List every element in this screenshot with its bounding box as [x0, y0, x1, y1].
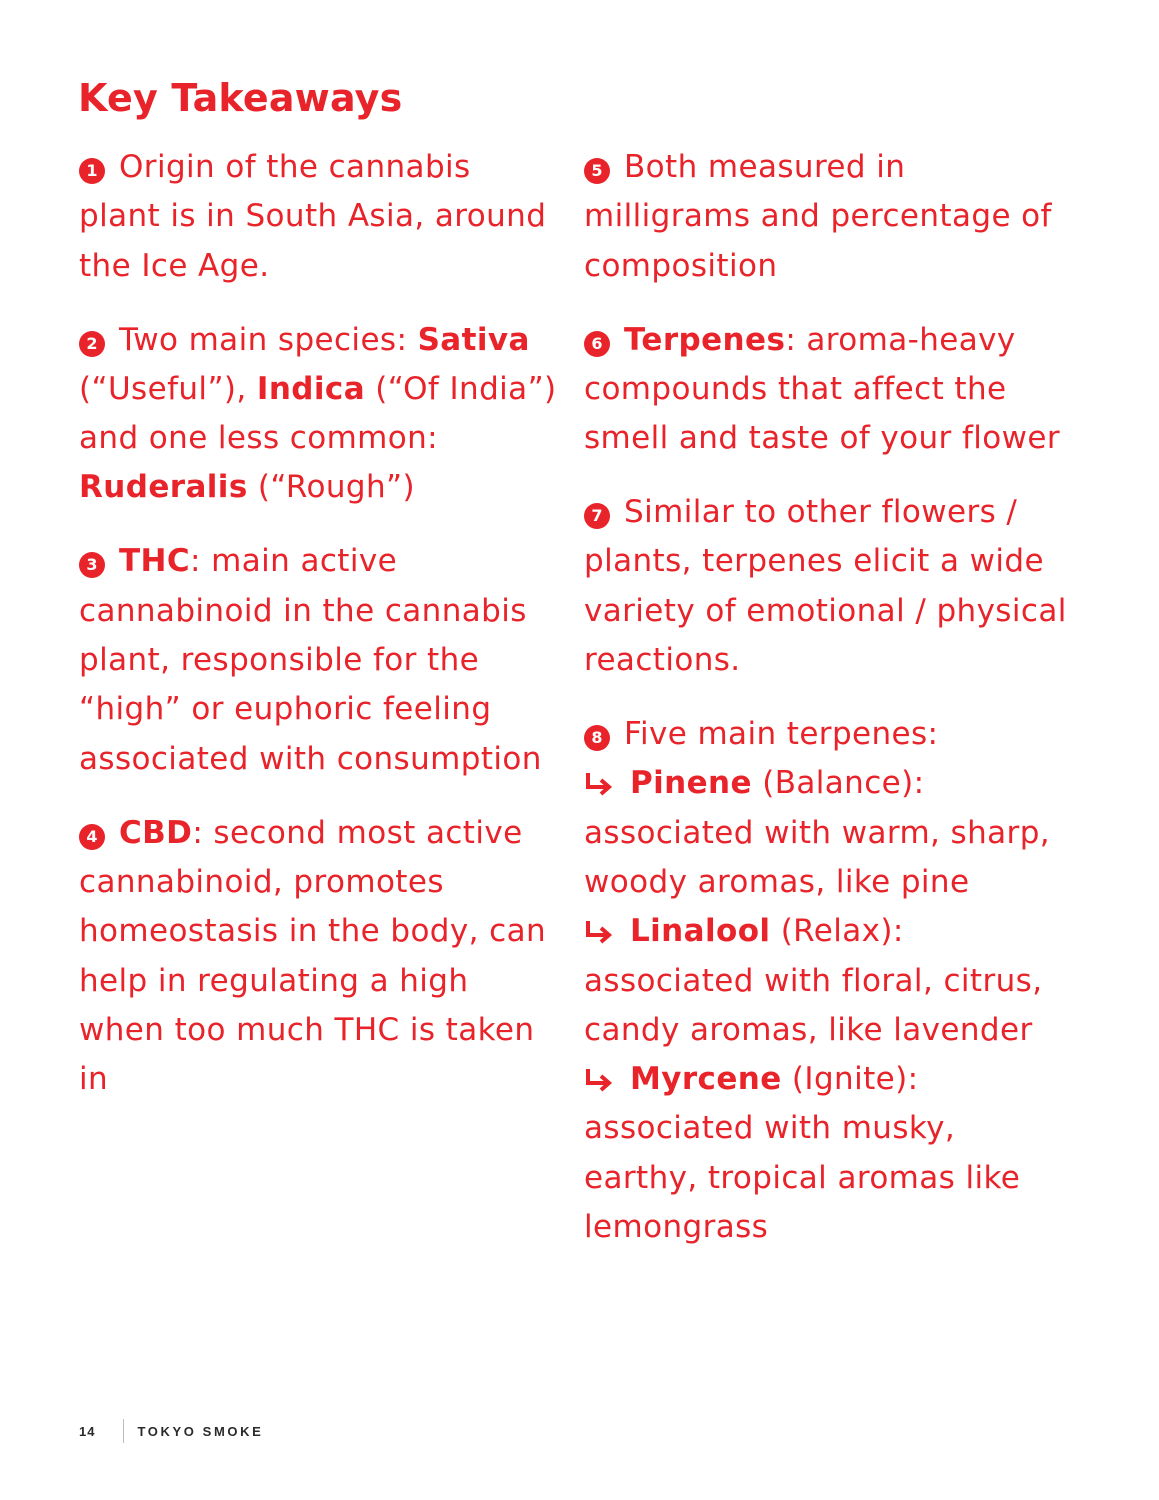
takeaways-left-column — [79, 143, 559, 1104]
takeaway-item-5 — [584, 143, 1074, 291]
arrow-down-right-icon — [584, 771, 614, 797]
page-number: 14 — [79, 1423, 96, 1439]
footer-divider — [123, 1419, 124, 1443]
terpene-tag: (Relax): — [780, 913, 904, 950]
arrow-down-right-icon — [584, 1067, 614, 1093]
number-badge-5: 5 — [584, 158, 610, 184]
brand-name: TOKYO SMOKE — [137, 1423, 264, 1439]
takeaway-item-8 — [584, 710, 1074, 1252]
number-badge-8: 8 — [584, 725, 610, 751]
terpene-tag: (Ignite): — [791, 1061, 919, 1098]
terpene-tag: (Balance): — [762, 765, 925, 802]
takeaway-text: (“Useful”), — [79, 370, 257, 407]
number-badge-6: 6 — [584, 331, 610, 357]
takeaway-text: Two main species: — [119, 321, 418, 358]
terpene-description: associated with musky, earthy, tropical aromas like lemongrass — [584, 1110, 1021, 1245]
terpene-description: associated with floral, citrus, candy aromas, like lavender — [584, 962, 1043, 1048]
takeaway-text: : second most active cannabinoid, promotes homeostasis in the body, can help in regulating a high when too much THC is taken in — [79, 814, 547, 1098]
term-terpenes: Terpenes — [624, 321, 786, 358]
takeaway-text: Origin of the cannabis plant is in South Asia, around the Ice Age. — [79, 149, 547, 284]
species-indica: Indica — [256, 370, 366, 407]
takeaway-text: (“Of India”) and one less common: — [79, 370, 557, 457]
term-thc: THC — [119, 543, 191, 580]
number-badge-7: 7 — [584, 503, 610, 529]
takeaways-right-column — [584, 143, 1074, 1252]
takeaway-text: Similar to other flowers / plants, terpenes elicit a wide variety of emotional / physical reactions. — [584, 494, 1067, 679]
takeaway-item-2 — [79, 316, 559, 513]
takeaway-text: : aroma-heavy compounds that affect the smell and taste of your flower — [584, 321, 1061, 457]
number-badge-1: 1 — [79, 158, 105, 184]
page-title: Key Takeaways — [78, 76, 403, 120]
takeaway-item-4 — [79, 809, 559, 1105]
takeaway-text: Both measured in milligrams and percentage of composition — [584, 149, 1052, 284]
takeaway-item-6 — [584, 316, 1074, 464]
takeaway-item-3 — [79, 537, 559, 783]
arrow-down-right-icon — [584, 919, 614, 945]
number-badge-2: 2 — [79, 331, 105, 357]
number-badge-3: 3 — [79, 552, 105, 578]
takeaway-text: Five main terpenes: — [624, 716, 939, 753]
takeaway-item-7 — [584, 488, 1074, 685]
terpene-linalool: Linalool — [630, 913, 771, 950]
page-footer — [79, 1418, 263, 1444]
species-sativa: Sativa — [417, 321, 530, 358]
terpene-myrcene: Myrcene — [630, 1061, 782, 1098]
species-ruderalis: Ruderalis — [79, 469, 248, 506]
takeaway-item-1 — [79, 143, 559, 291]
takeaway-text: : main active cannabinoid in the cannabis plant, responsible for the “high” or euphoric feeling associated with consumption — [79, 543, 542, 777]
term-cbd: CBD — [119, 814, 193, 851]
takeaway-text: (“Rough”) — [247, 469, 415, 506]
terpene-pinene: Pinene — [630, 765, 752, 802]
number-badge-4: 4 — [79, 824, 105, 850]
terpene-description: associated with warm, sharp, woody aromas, like pine — [584, 814, 1051, 900]
